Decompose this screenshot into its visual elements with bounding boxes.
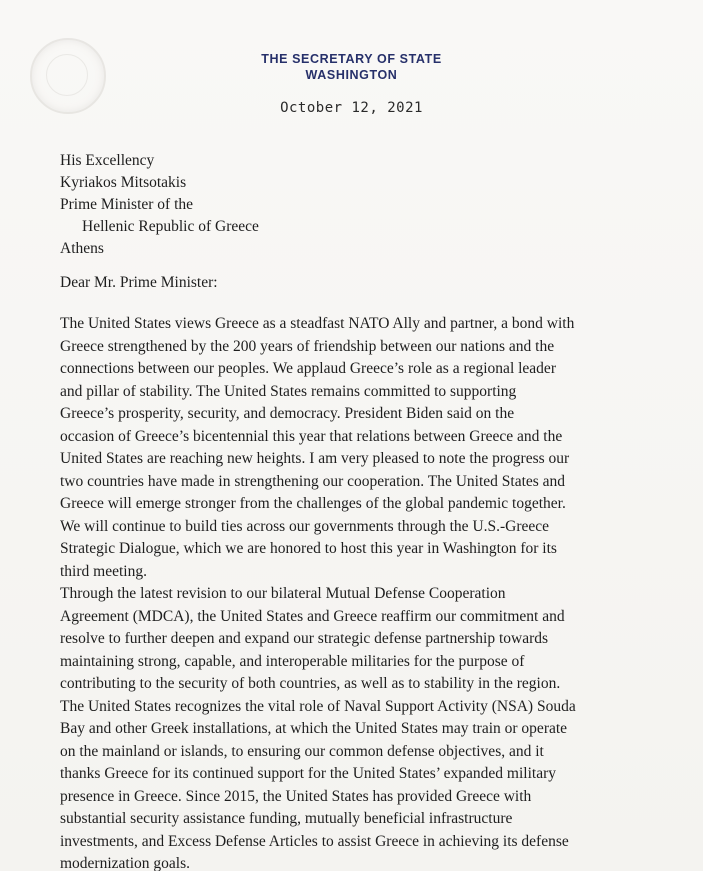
text-line: on the mainland or islands, to ensuring our common defense objectives, and it bbox=[60, 742, 544, 760]
text-line: modernization goals. bbox=[60, 855, 190, 871]
letterhead-city: WASHINGTON bbox=[305, 68, 398, 82]
text-line: third meeting. bbox=[60, 562, 147, 580]
text-line: The United States views Greece as a steadfast NATO Ally and partner, a bond with bbox=[60, 315, 575, 332]
address-line: His Excellency bbox=[60, 152, 155, 169]
text-line: The United States recognizes the vital role of Naval Support Activity (NSA) Souda bbox=[60, 697, 576, 715]
text-line: contributing to the security of both countries, as well as to stability in the region. bbox=[60, 675, 561, 692]
letter-date: October 12, 2021 bbox=[280, 100, 423, 116]
text-line: We will continue to build ties across our governments through the U.S.-Greece bbox=[60, 517, 550, 535]
address-line: Athens bbox=[60, 240, 104, 257]
text-line: and pillar of stability. The United States remains committed to supporting bbox=[60, 382, 517, 400]
text-line: maintaining strong, capable, and interoperable militaries for the purpose of bbox=[60, 652, 525, 670]
text-line: Greece will emerge stronger from the challenges of the global pandemic together. bbox=[60, 495, 566, 512]
recipient-address bbox=[60, 150, 259, 260]
text-line: thanks Greece for its continued support for the United States’ expanded military bbox=[60, 765, 556, 782]
text-line: occasion of Greece’s bicentennial this year that relations between Greece and the bbox=[60, 427, 563, 445]
address-line: Kyriakos Mitsotakis bbox=[60, 174, 187, 191]
text-line: presence in Greece. Since 2015, the United States has provided Greece with bbox=[60, 787, 532, 805]
text-line: Through the latest revision to our bilateral Mutual Defense Cooperation bbox=[60, 585, 506, 602]
letterhead bbox=[0, 51, 703, 83]
text-line: investments, and Excess Defense Articles to assist Greece in achieving its defense bbox=[60, 832, 569, 850]
text-line: United States are reaching new heights. I am very pleased to note the progress our bbox=[60, 450, 570, 467]
address-line: Prime Minister of the bbox=[60, 196, 194, 213]
text-line: Greece’s prosperity, security, and democracy. President Biden said on the bbox=[60, 405, 515, 422]
paragraph-1 bbox=[60, 313, 650, 583]
letterhead-title: THE SECRETARY OF STATE bbox=[261, 52, 442, 66]
text-line: Agreement (MDCA), the United States and Greece reaffirm our commitment and bbox=[60, 607, 565, 625]
text-line: Bay and other Greek installations, at which the United States may train or operate bbox=[60, 720, 568, 737]
salutation: Dear Mr. Prime Minister: bbox=[60, 274, 218, 291]
address-line: Hellenic Republic of Greece bbox=[82, 218, 259, 235]
text-line: Strategic Dialogue, which we are honored to host this year in Washington for its bbox=[60, 540, 557, 557]
text-line: Greece strengthened by the 200 years of friendship between our nations and the bbox=[60, 337, 555, 355]
text-line: two countries have made in strengthening our cooperation. The United States and bbox=[60, 472, 566, 490]
text-line: resolve to further deepen and expand our strategic defense partnership towards bbox=[60, 630, 549, 647]
text-line: substantial security assistance funding, mutually beneficial infrastructure bbox=[60, 810, 513, 827]
text-line: connections between our peoples. We applaud Greece’s role as a regional leader bbox=[60, 360, 556, 377]
paragraph-2 bbox=[60, 583, 650, 871]
